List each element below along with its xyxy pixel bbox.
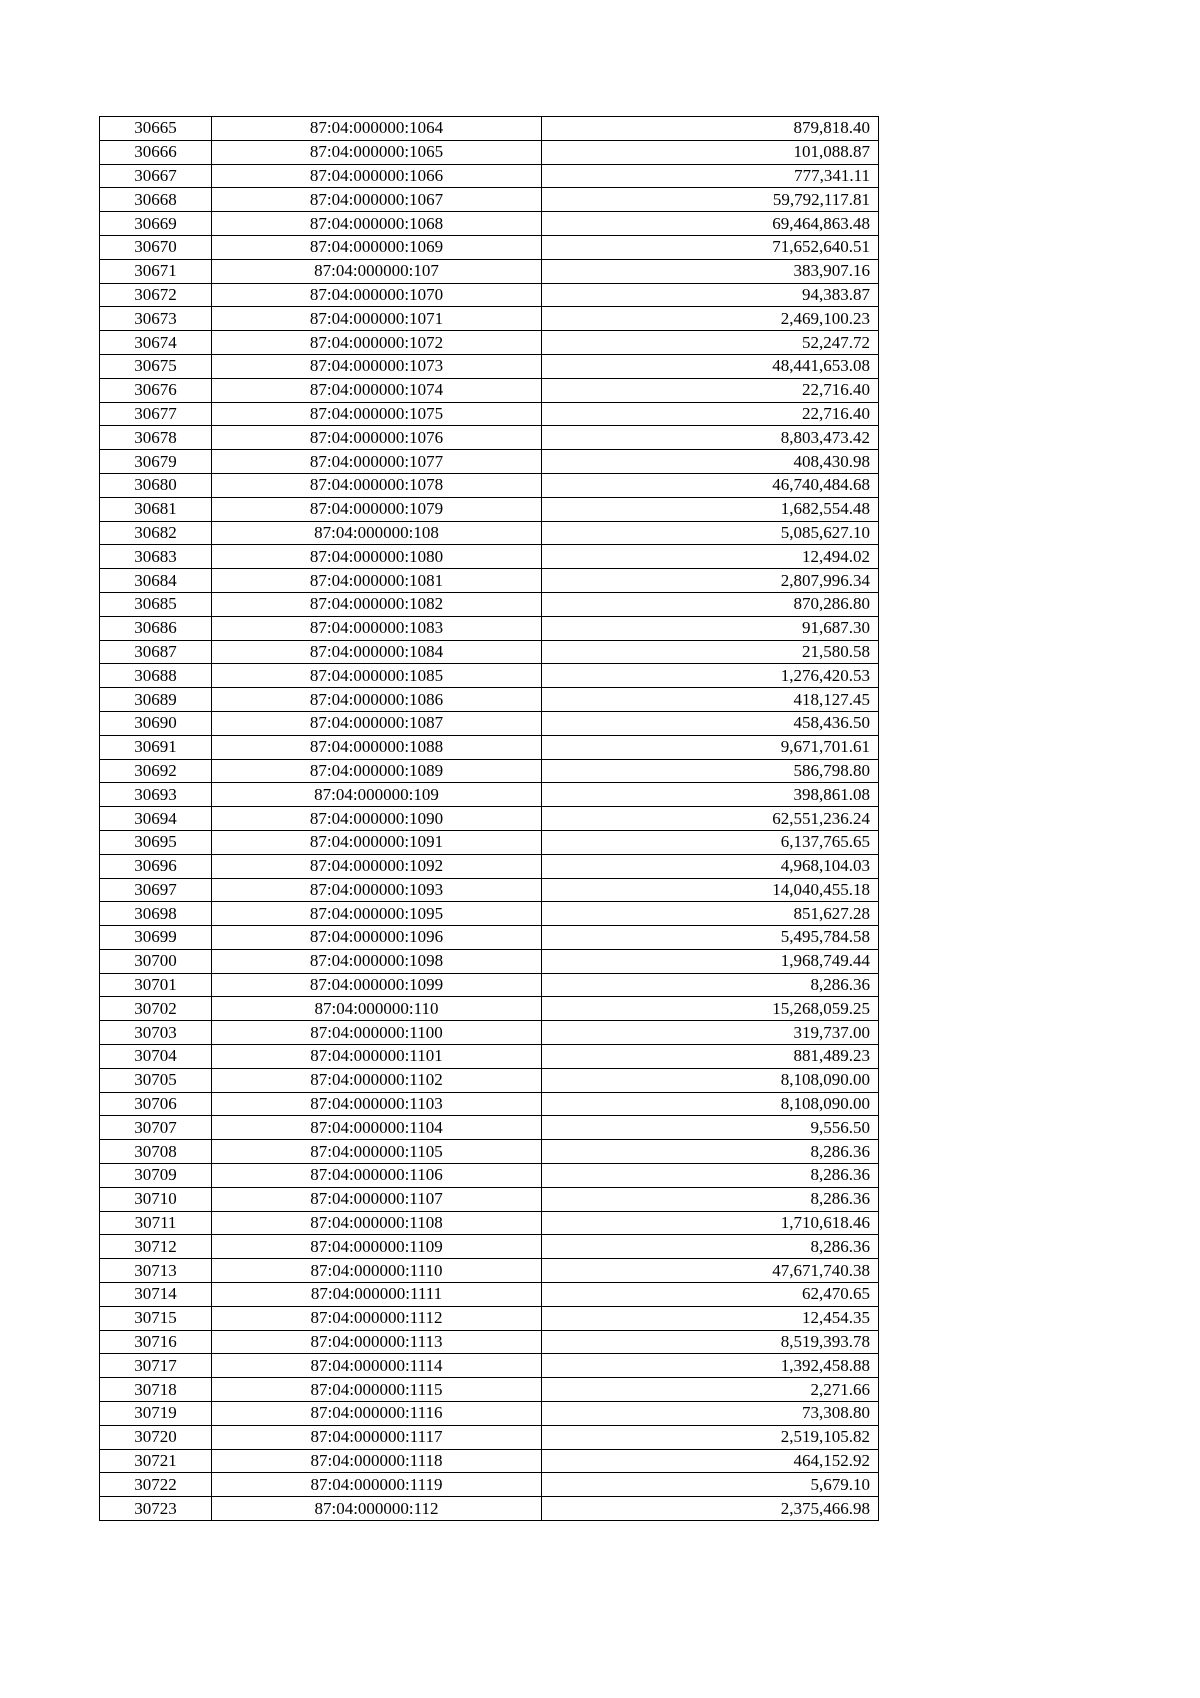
row-number-cell: 30688	[100, 664, 212, 688]
value-cell: 1,276,420.53	[542, 664, 879, 688]
row-number-cell: 30666	[100, 140, 212, 164]
table-row	[100, 1497, 879, 1521]
cadastral-number-cell: 87:04:000000:1117	[212, 1425, 542, 1449]
cadastral-number-cell: 87:04:000000:1106	[212, 1164, 542, 1188]
table-row	[100, 188, 879, 212]
value-cell: 5,085,627.10	[542, 521, 879, 545]
value-cell: 1,710,618.46	[542, 1211, 879, 1235]
value-cell: 12,494.02	[542, 545, 879, 569]
table-row	[100, 854, 879, 878]
table-row	[100, 973, 879, 997]
table-row	[100, 783, 879, 807]
value-cell: 2,271.66	[542, 1378, 879, 1402]
row-number-cell: 30718	[100, 1378, 212, 1402]
row-number-cell: 30690	[100, 711, 212, 735]
cadastral-number-cell: 87:04:000000:1065	[212, 140, 542, 164]
row-number-cell: 30708	[100, 1140, 212, 1164]
cadastral-number-cell: 87:04:000000:109	[212, 783, 542, 807]
row-number-cell: 30673	[100, 307, 212, 331]
row-number-cell: 30721	[100, 1449, 212, 1473]
value-cell: 46,740,484.68	[542, 473, 879, 497]
cadastral-number-cell: 87:04:000000:1104	[212, 1116, 542, 1140]
cadastral-number-cell: 87:04:000000:1102	[212, 1068, 542, 1092]
table-row	[100, 473, 879, 497]
value-cell: 2,469,100.23	[542, 307, 879, 331]
row-number-cell: 30696	[100, 854, 212, 878]
table-body	[100, 117, 879, 1521]
table-row	[100, 212, 879, 236]
cadastral-number-cell: 87:04:000000:110	[212, 997, 542, 1021]
cadastral-number-cell: 87:04:000000:1098	[212, 949, 542, 973]
value-cell: 870,286.80	[542, 592, 879, 616]
row-number-cell: 30670	[100, 235, 212, 259]
cadastral-number-cell: 87:04:000000:1085	[212, 664, 542, 688]
table-row	[100, 497, 879, 521]
row-number-cell: 30702	[100, 997, 212, 1021]
value-cell: 52,247.72	[542, 331, 879, 355]
value-cell: 2,375,466.98	[542, 1497, 879, 1521]
value-cell: 71,652,640.51	[542, 235, 879, 259]
value-cell: 8,803,473.42	[542, 426, 879, 450]
value-cell: 8,108,090.00	[542, 1092, 879, 1116]
row-number-cell: 30713	[100, 1259, 212, 1283]
table-row	[100, 735, 879, 759]
value-cell: 319,737.00	[542, 1021, 879, 1045]
table-row	[100, 1306, 879, 1330]
table-row	[100, 1259, 879, 1283]
row-number-cell: 30672	[100, 283, 212, 307]
value-cell: 383,907.16	[542, 259, 879, 283]
cadastral-number-cell: 87:04:000000:107	[212, 259, 542, 283]
row-number-cell: 30683	[100, 545, 212, 569]
cadastral-number-cell: 87:04:000000:1110	[212, 1259, 542, 1283]
value-cell: 4,968,104.03	[542, 854, 879, 878]
table-row	[100, 1449, 879, 1473]
cadastral-number-cell: 87:04:000000:1112	[212, 1306, 542, 1330]
table-row	[100, 1283, 879, 1307]
table-row	[100, 1354, 879, 1378]
row-number-cell: 30712	[100, 1235, 212, 1259]
cadastral-number-cell: 87:04:000000:1108	[212, 1211, 542, 1235]
row-number-cell: 30709	[100, 1164, 212, 1188]
table-row	[100, 545, 879, 569]
table-row	[100, 830, 879, 854]
row-number-cell: 30671	[100, 259, 212, 283]
row-number-cell: 30694	[100, 807, 212, 831]
table-row	[100, 1164, 879, 1188]
cadastral-number-cell: 87:04:000000:1072	[212, 331, 542, 355]
row-number-cell: 30665	[100, 117, 212, 141]
value-cell: 8,108,090.00	[542, 1068, 879, 1092]
value-cell: 777,341.11	[542, 164, 879, 188]
cadastral-number-cell: 87:04:000000:1099	[212, 973, 542, 997]
cadastral-number-cell: 87:04:000000:1071	[212, 307, 542, 331]
value-cell: 1,968,749.44	[542, 949, 879, 973]
row-number-cell: 30720	[100, 1425, 212, 1449]
row-number-cell: 30682	[100, 521, 212, 545]
cadastral-number-cell: 87:04:000000:108	[212, 521, 542, 545]
cadastral-number-cell: 87:04:000000:1082	[212, 592, 542, 616]
row-number-cell: 30689	[100, 688, 212, 712]
table-row	[100, 902, 879, 926]
table-row	[100, 164, 879, 188]
table-row	[100, 450, 879, 474]
table-row	[100, 569, 879, 593]
table-row	[100, 640, 879, 664]
value-cell: 22,716.40	[542, 402, 879, 426]
row-number-cell: 30693	[100, 783, 212, 807]
value-cell: 94,383.87	[542, 283, 879, 307]
cadastral-number-cell: 87:04:000000:1116	[212, 1402, 542, 1426]
row-number-cell: 30679	[100, 450, 212, 474]
value-cell: 8,519,393.78	[542, 1330, 879, 1354]
value-cell: 851,627.28	[542, 902, 879, 926]
cadastral-number-cell: 87:04:000000:1100	[212, 1021, 542, 1045]
row-number-cell: 30723	[100, 1497, 212, 1521]
cadastral-number-cell: 87:04:000000:1091	[212, 830, 542, 854]
value-cell: 48,441,653.08	[542, 354, 879, 378]
table-row	[100, 949, 879, 973]
row-number-cell: 30669	[100, 212, 212, 236]
cadastral-number-cell: 87:04:000000:1069	[212, 235, 542, 259]
table-row	[100, 1425, 879, 1449]
table-row	[100, 807, 879, 831]
cadastral-number-cell: 87:04:000000:1081	[212, 569, 542, 593]
value-cell: 9,671,701.61	[542, 735, 879, 759]
table-row	[100, 354, 879, 378]
cadastral-number-cell: 87:04:000000:1070	[212, 283, 542, 307]
cadastral-number-cell: 87:04:000000:1075	[212, 402, 542, 426]
cadastral-number-cell: 87:04:000000:1109	[212, 1235, 542, 1259]
row-number-cell: 30675	[100, 354, 212, 378]
cadastral-number-cell: 87:04:000000:1084	[212, 640, 542, 664]
cadastral-value-table	[99, 116, 879, 1521]
table-row	[100, 378, 879, 402]
table-row	[100, 259, 879, 283]
table-row	[100, 616, 879, 640]
table-row	[100, 997, 879, 1021]
row-number-cell: 30667	[100, 164, 212, 188]
row-number-cell: 30711	[100, 1211, 212, 1235]
row-number-cell: 30678	[100, 426, 212, 450]
row-number-cell: 30684	[100, 569, 212, 593]
value-cell: 8,286.36	[542, 1187, 879, 1211]
value-cell: 21,580.58	[542, 640, 879, 664]
row-number-cell: 30692	[100, 759, 212, 783]
table-row	[100, 688, 879, 712]
value-cell: 12,454.35	[542, 1306, 879, 1330]
table-row	[100, 1045, 879, 1069]
value-cell: 418,127.45	[542, 688, 879, 712]
value-cell: 398,861.08	[542, 783, 879, 807]
cadastral-number-cell: 87:04:000000:1087	[212, 711, 542, 735]
cadastral-number-cell: 87:04:000000:1064	[212, 117, 542, 141]
table-row	[100, 664, 879, 688]
row-number-cell: 30698	[100, 902, 212, 926]
row-number-cell: 30699	[100, 926, 212, 950]
cadastral-number-cell: 87:04:000000:1090	[212, 807, 542, 831]
cadastral-number-cell: 87:04:000000:1080	[212, 545, 542, 569]
table-row	[100, 926, 879, 950]
value-cell: 8,286.36	[542, 1235, 879, 1259]
value-cell: 586,798.80	[542, 759, 879, 783]
row-number-cell: 30706	[100, 1092, 212, 1116]
table-row	[100, 878, 879, 902]
table-row	[100, 592, 879, 616]
table-row	[100, 1092, 879, 1116]
cadastral-number-cell: 87:04:000000:1103	[212, 1092, 542, 1116]
value-cell: 458,436.50	[542, 711, 879, 735]
value-cell: 5,679.10	[542, 1473, 879, 1497]
cadastral-number-cell: 87:04:000000:1107	[212, 1187, 542, 1211]
table-row	[100, 711, 879, 735]
value-cell: 62,551,236.24	[542, 807, 879, 831]
row-number-cell: 30707	[100, 1116, 212, 1140]
cadastral-number-cell: 87:04:000000:1074	[212, 378, 542, 402]
cadastral-number-cell: 87:04:000000:1083	[212, 616, 542, 640]
cadastral-number-cell: 87:04:000000:1095	[212, 902, 542, 926]
cadastral-number-cell: 87:04:000000:1086	[212, 688, 542, 712]
row-number-cell: 30705	[100, 1068, 212, 1092]
cadastral-number-cell: 87:04:000000:1068	[212, 212, 542, 236]
table-row	[100, 1235, 879, 1259]
value-cell: 73,308.80	[542, 1402, 879, 1426]
table-row	[100, 307, 879, 331]
value-cell: 9,556.50	[542, 1116, 879, 1140]
table-row	[100, 759, 879, 783]
cadastral-number-cell: 87:04:000000:1089	[212, 759, 542, 783]
value-cell: 1,682,554.48	[542, 497, 879, 521]
row-number-cell: 30680	[100, 473, 212, 497]
row-number-cell: 30668	[100, 188, 212, 212]
row-number-cell: 30703	[100, 1021, 212, 1045]
value-cell: 15,268,059.25	[542, 997, 879, 1021]
row-number-cell: 30695	[100, 830, 212, 854]
value-cell: 8,286.36	[542, 1140, 879, 1164]
value-cell: 69,464,863.48	[542, 212, 879, 236]
cadastral-number-cell: 87:04:000000:1073	[212, 354, 542, 378]
cadastral-number-cell: 87:04:000000:1096	[212, 926, 542, 950]
table-row	[100, 283, 879, 307]
row-number-cell: 30676	[100, 378, 212, 402]
cadastral-number-cell: 87:04:000000:112	[212, 1497, 542, 1521]
row-number-cell: 30716	[100, 1330, 212, 1354]
value-cell: 8,286.36	[542, 1164, 879, 1188]
row-number-cell: 30685	[100, 592, 212, 616]
table-row	[100, 521, 879, 545]
row-number-cell: 30687	[100, 640, 212, 664]
row-number-cell: 30677	[100, 402, 212, 426]
value-cell: 22,716.40	[542, 378, 879, 402]
table-row	[100, 1330, 879, 1354]
value-cell: 5,495,784.58	[542, 926, 879, 950]
value-cell: 1,392,458.88	[542, 1354, 879, 1378]
row-number-cell: 30719	[100, 1402, 212, 1426]
row-number-cell: 30701	[100, 973, 212, 997]
row-number-cell: 30714	[100, 1283, 212, 1307]
table-row	[100, 1187, 879, 1211]
table-row	[100, 1378, 879, 1402]
row-number-cell: 30715	[100, 1306, 212, 1330]
row-number-cell: 30674	[100, 331, 212, 355]
row-number-cell: 30722	[100, 1473, 212, 1497]
value-cell: 408,430.98	[542, 450, 879, 474]
value-cell: 879,818.40	[542, 117, 879, 141]
cadastral-number-cell: 87:04:000000:1067	[212, 188, 542, 212]
table-row	[100, 117, 879, 141]
cadastral-number-cell: 87:04:000000:1077	[212, 450, 542, 474]
value-cell: 62,470.65	[542, 1283, 879, 1307]
cadastral-number-cell: 87:04:000000:1111	[212, 1283, 542, 1307]
value-cell: 14,040,455.18	[542, 878, 879, 902]
table-row	[100, 1116, 879, 1140]
cadastral-number-cell: 87:04:000000:1066	[212, 164, 542, 188]
value-cell: 8,286.36	[542, 973, 879, 997]
cadastral-number-cell: 87:04:000000:1114	[212, 1354, 542, 1378]
cadastral-number-cell: 87:04:000000:1101	[212, 1045, 542, 1069]
row-number-cell: 30691	[100, 735, 212, 759]
value-cell: 464,152.92	[542, 1449, 879, 1473]
cadastral-number-cell: 87:04:000000:1105	[212, 1140, 542, 1164]
table-row	[100, 1021, 879, 1045]
table-row	[100, 140, 879, 164]
table-row	[100, 402, 879, 426]
table-row	[100, 235, 879, 259]
value-cell: 2,807,996.34	[542, 569, 879, 593]
cadastral-number-cell: 87:04:000000:1119	[212, 1473, 542, 1497]
row-number-cell: 30681	[100, 497, 212, 521]
row-number-cell: 30710	[100, 1187, 212, 1211]
table-row	[100, 1402, 879, 1426]
row-number-cell: 30704	[100, 1045, 212, 1069]
cadastral-number-cell: 87:04:000000:1078	[212, 473, 542, 497]
value-cell: 47,671,740.38	[542, 1259, 879, 1283]
value-cell: 6,137,765.65	[542, 830, 879, 854]
table-row	[100, 1140, 879, 1164]
row-number-cell: 30686	[100, 616, 212, 640]
value-cell: 59,792,117.81	[542, 188, 879, 212]
value-cell: 91,687.30	[542, 616, 879, 640]
cadastral-number-cell: 87:04:000000:1076	[212, 426, 542, 450]
table-row	[100, 1068, 879, 1092]
cadastral-number-cell: 87:04:000000:1093	[212, 878, 542, 902]
cadastral-number-cell: 87:04:000000:1113	[212, 1330, 542, 1354]
value-cell: 881,489.23	[542, 1045, 879, 1069]
cadastral-number-cell: 87:04:000000:1079	[212, 497, 542, 521]
row-number-cell: 30700	[100, 949, 212, 973]
table-row	[100, 1473, 879, 1497]
value-cell: 101,088.87	[542, 140, 879, 164]
cadastral-number-cell: 87:04:000000:1092	[212, 854, 542, 878]
table-row	[100, 426, 879, 450]
value-cell: 2,519,105.82	[542, 1425, 879, 1449]
table-row	[100, 331, 879, 355]
cadastral-number-cell: 87:04:000000:1118	[212, 1449, 542, 1473]
row-number-cell: 30697	[100, 878, 212, 902]
cadastral-number-cell: 87:04:000000:1088	[212, 735, 542, 759]
cadastral-number-cell: 87:04:000000:1115	[212, 1378, 542, 1402]
row-number-cell: 30717	[100, 1354, 212, 1378]
table-row	[100, 1211, 879, 1235]
